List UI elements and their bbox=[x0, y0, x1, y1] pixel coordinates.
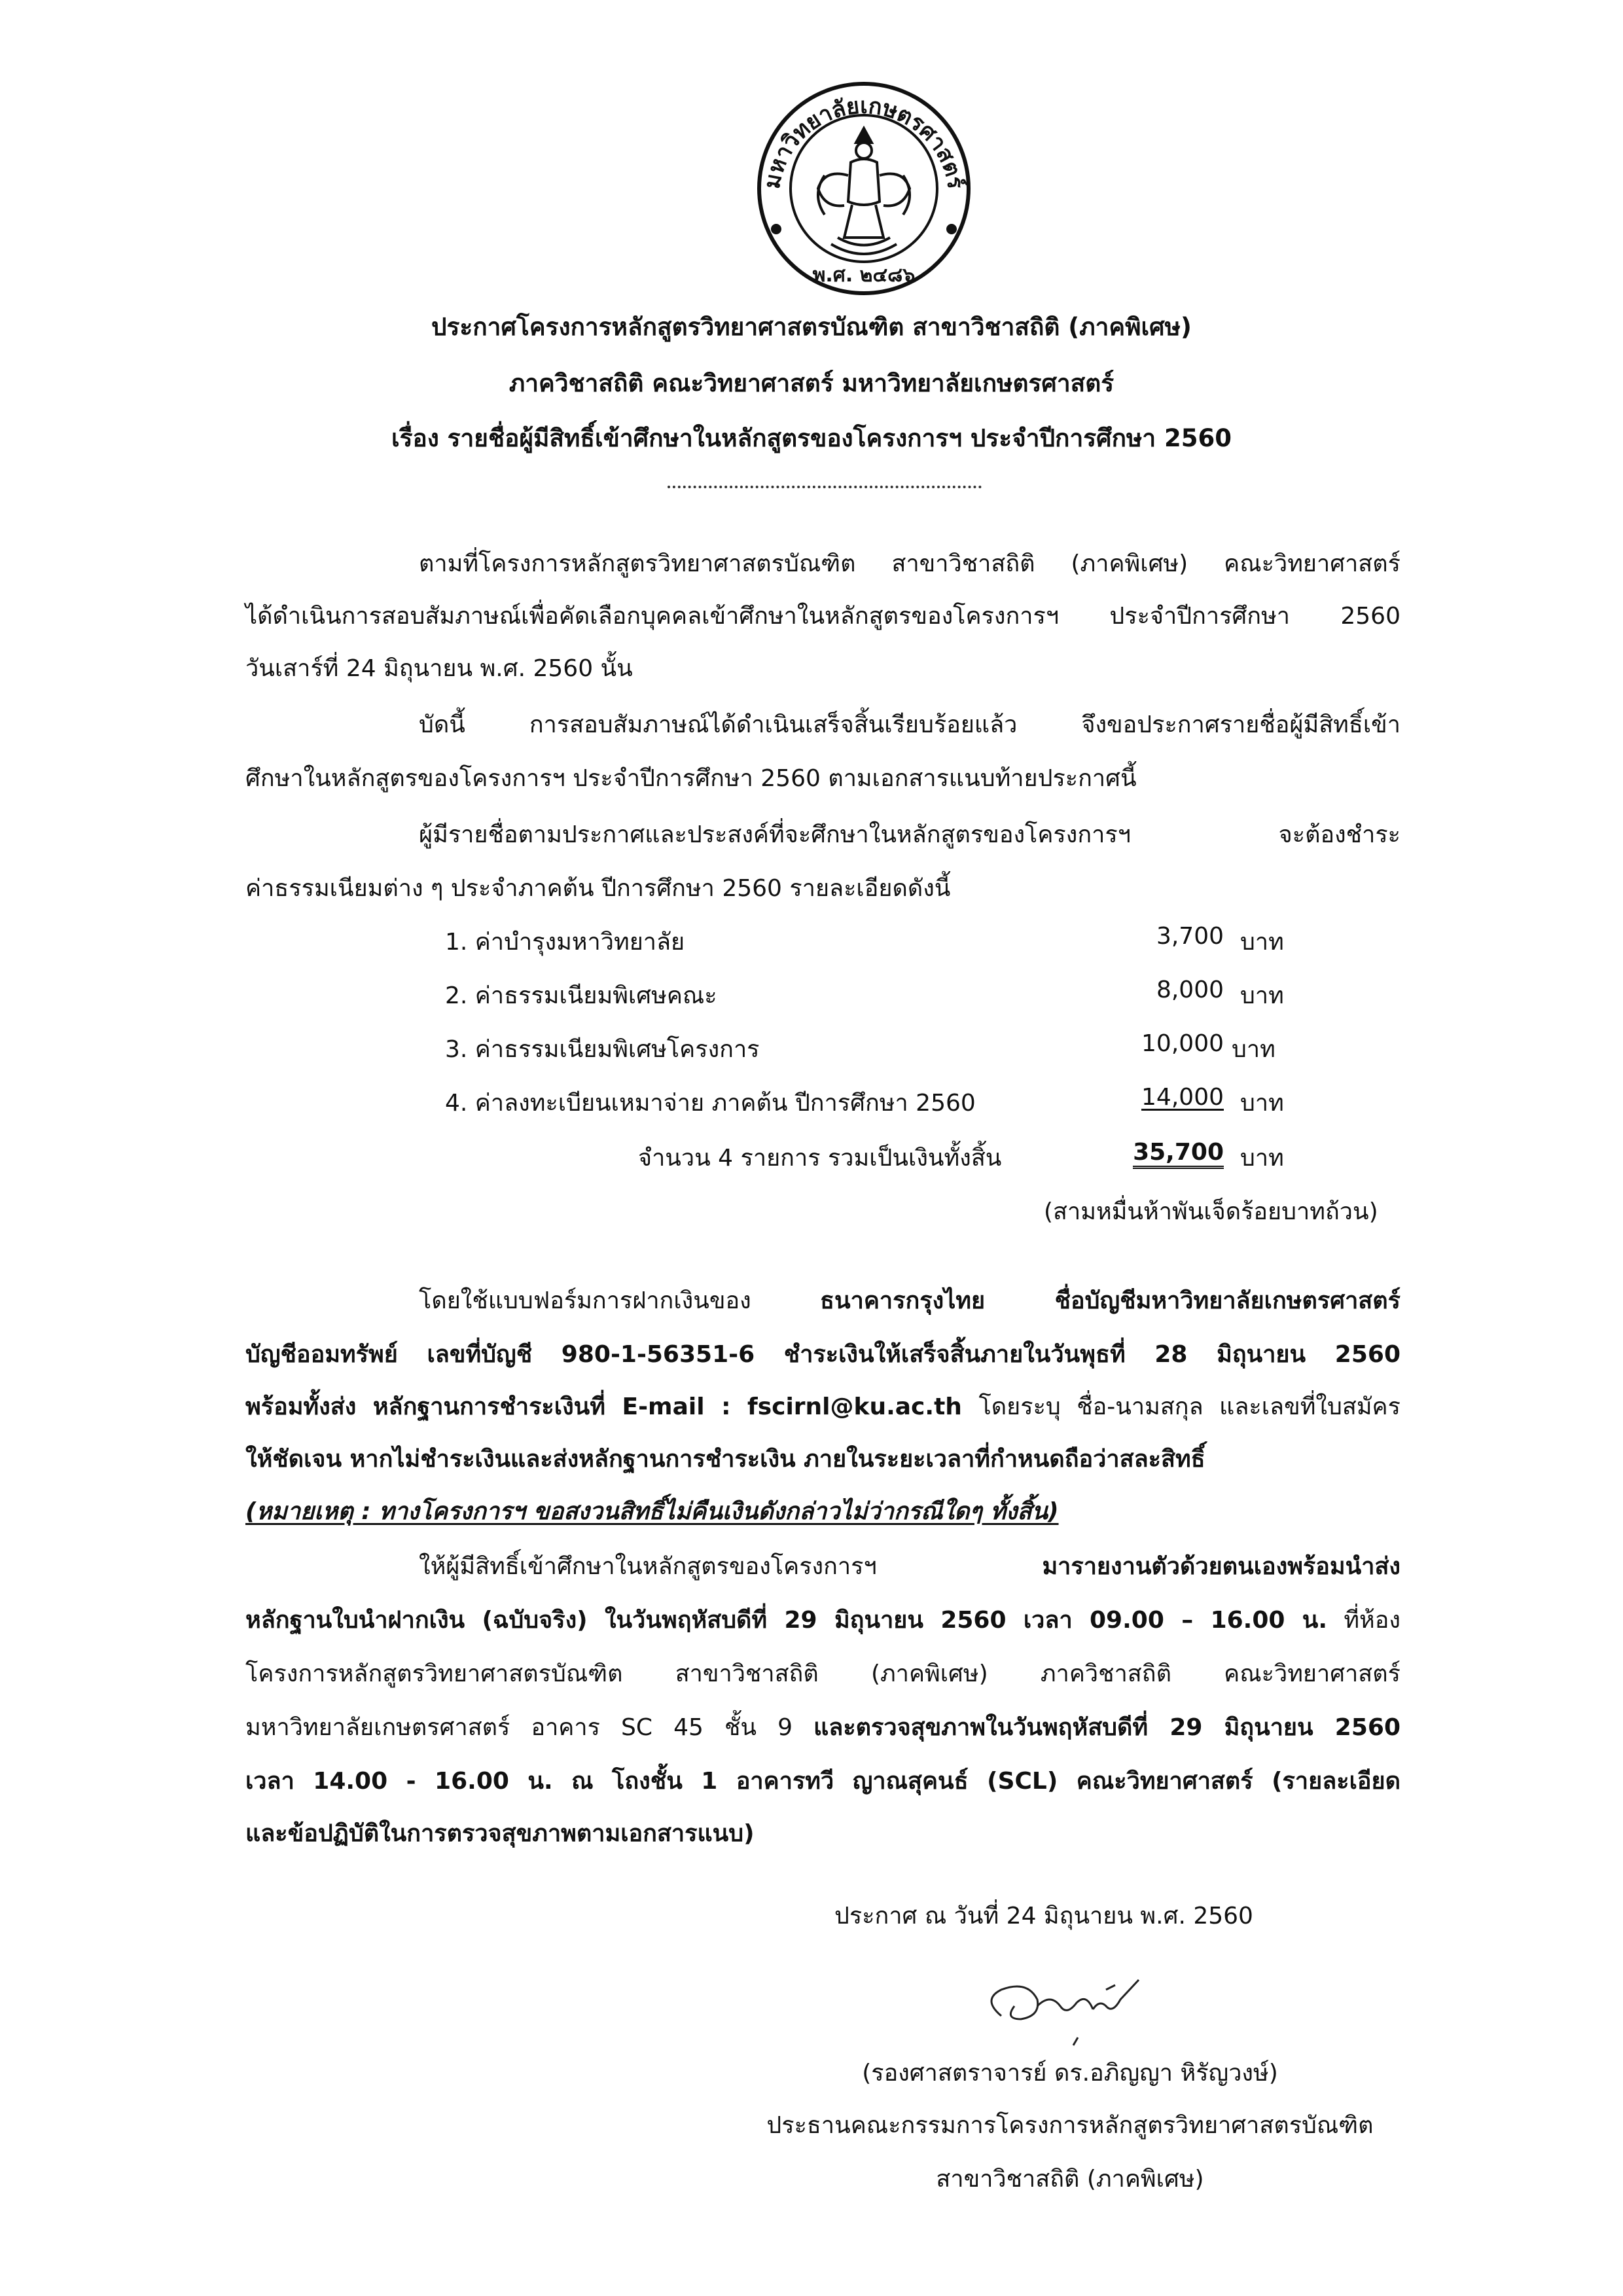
report-line-5 bbox=[245, 1762, 1400, 1799]
total-unit: บาท bbox=[1240, 1145, 1284, 1172]
announcement-date: ประกาศ ณ วันที่ 24 มิถุนายน พ.ศ. 2560 bbox=[834, 1903, 1253, 1929]
intro-line-3: วันเสาร์ที่ 24 มิถุนายน พ.ศ. 2560 นั้น bbox=[245, 655, 633, 682]
report-line-2-a: หลักฐานใบนำฝากเงิน (ฉบับจริง) ในวันพฤหัสบดีที่ 29 มิถุนายน 2560 เวลา 09.00 – 16.00 น. bbox=[245, 1607, 1328, 1634]
signatory-title-1: ประธานคณะกรรมการโครงการหลักสูตรวิทยาศาสตรบัณฑิต bbox=[766, 2112, 1374, 2139]
report-line-2-b: ที่ห้อง bbox=[1327, 1607, 1400, 1634]
payment-line-1-a: โดยใช้แบบฟอร์มการฝากเงินของ bbox=[419, 1287, 821, 1314]
payment-email: พร้อมทั้งส่ง หลักฐานการชำระเงินที่ E-mail : fscirnl@ku.ac.th bbox=[245, 1393, 979, 1420]
intro-line-1: ตามที่โครงการหลักสูตรวิทยาศาสตรบัณฑิต สาขาวิชาสถิติ (ภาคพิเศษ) คณะวิทยาศาสตร์ bbox=[419, 550, 1400, 577]
report-line-5-a: เวลา 14.00 - 16.00 น. ณ โถงชั้น 1 อาคารทวี ญาณสุคนธ์ (SCL) คณะวิทยาศาสตร์ bbox=[245, 1768, 1272, 1795]
payment-bank-account-name: ธนาคารกรุงไทย ชื่อบัญชีมหาวิทยาลัยเกษตรศาสตร์ bbox=[820, 1287, 1400, 1314]
refund-note: (หมายเหตุ : ทางโครงการฯ ขอสงวนสิทธิ์ไม่คืนเงินดังกล่าวไม่ว่ากรณีใดๆ ทั้งสิ้น) bbox=[245, 1498, 1059, 1525]
fee-item-unit: บาท bbox=[1232, 1036, 1275, 1063]
university-seal-icon bbox=[740, 77, 988, 300]
signature-icon bbox=[975, 1954, 1165, 2052]
signatory-title-2: สาขาวิชาสถิติ (ภาคพิเศษ) bbox=[936, 2166, 1204, 2193]
fee-item-amount: 3,700 bbox=[1156, 923, 1224, 950]
payment-line-2: บัญชีออมทรัพย์ เลขที่บัญชี 980-1-56351-6 ชำระเงินให้เสร็จสิ้นภายในวันพุธที่ 28 มิถุนายน 2560 bbox=[245, 1341, 1400, 1368]
header-line-1: ประกาศโครงการหลักสูตรวิทยาศาสตรบัณฑิต สาขาวิชาสถิติ (ภาคพิเศษ) bbox=[431, 313, 1192, 341]
fee-item-unit: บาท bbox=[1240, 929, 1284, 956]
fee-item-amount: 14,000 bbox=[1141, 1084, 1224, 1111]
report-line-4 bbox=[245, 1708, 1400, 1746]
fee-item-unit: บาท bbox=[1240, 1090, 1284, 1117]
report-line-1-b: มารายงานตัวด้วยตนเองพร้อมนำส่ง bbox=[1042, 1553, 1400, 1580]
payment-line-1 bbox=[419, 1282, 1400, 1319]
report-line-1 bbox=[419, 1547, 1400, 1585]
total-label: จำนวน 4 รายการ รวมเป็นเงินทั้งสิ้น bbox=[638, 1145, 1002, 1172]
fee-item-label: 3. ค่าธรรมเนียมพิเศษโครงการ bbox=[445, 1036, 760, 1063]
report-line-5-b: (รายละเอียด bbox=[1272, 1768, 1400, 1795]
intro-line-2: ได้ดำเนินการสอบสัมภาษณ์เพื่อคัดเลือกบุคคลเข้าศึกษาในหลักสูตรของโครงการฯ ประจำปีการศึกษา 2560 bbox=[245, 603, 1400, 630]
report-line-1-a: ให้ผู้มีสิทธิ์เข้าศึกษาในหลักสูตรของโครงการฯ bbox=[419, 1553, 1043, 1580]
fee-item-label: 1. ค่าบำรุงมหาวิทยาลัย bbox=[445, 929, 685, 956]
total-amount bbox=[1113, 1139, 1224, 1166]
report-line-3: โครงการหลักสูตรวิทยาศาสตรบัณฑิต สาขาวิชาสถิติ (ภาคพิเศษ) ภาควิชาสถิติ คณะวิทยาศาสตร์ bbox=[245, 1660, 1400, 1687]
payment-line-3 bbox=[245, 1388, 1400, 1425]
header-subject-line: เรื่อง รายชื่อผู้มีสิทธิ์เข้าศึกษาในหลักสูตรของโครงการฯ ประจำปีการศึกษา 2560 bbox=[391, 424, 1232, 452]
fee-item-unit: บาท bbox=[1240, 982, 1284, 1009]
fee-item-label: 4. ค่าลงทะเบียนเหมาจ่าย ภาคต้น ปีการศึกษา 2560 bbox=[445, 1090, 976, 1117]
report-line-4-a: มหาวิทยาลัยเกษตรศาสตร์ อาคาร SC 45 ชั้น 9 bbox=[245, 1714, 814, 1741]
svg-text:มหาวิทยาลัยเกษตรศาสตร์: มหาวิทยาลัยเกษตรศาสตร์ bbox=[758, 92, 969, 191]
header-divider bbox=[668, 486, 982, 488]
fee-item-label: 2. ค่าธรรมเนียมพิเศษคณะ bbox=[445, 982, 717, 1009]
header-line-2: ภาควิชาสถิติ คณะวิทยาศาสตร์ มหาวิทยาลัยเกษตรศาสตร์ bbox=[508, 369, 1115, 397]
total-in-words: (สามหมื่นห้าพันเจ็ดร้อยบาทถ้วน) bbox=[1044, 1198, 1378, 1225]
announce-line-2: ศึกษาในหลักสูตรของโครงการฯ ประจำปีการศึกษา 2560 ตามเอกสารแนบท้ายประกาศนี้ bbox=[245, 765, 1137, 792]
total-amount-value: 35,700 bbox=[1133, 1139, 1224, 1169]
report-line-2 bbox=[245, 1601, 1400, 1638]
signatory-name: (รองศาสตราจารย์ ดร.อภิญญา หิรัญวงษ์) bbox=[862, 2060, 1278, 2087]
payment-line-3-b: โดยระบุ ชื่อ-นามสกุล และเลขที่ใบสมัคร bbox=[978, 1393, 1400, 1420]
fee-item-amount: 8,000 bbox=[1156, 977, 1224, 1003]
fees-intro-line-2: ค่าธรรมเนียมต่าง ๆ ประจำภาคต้น ปีการศึกษา 2560 รายละเอียดดังนี้ bbox=[245, 875, 951, 902]
announce-line-1: บัดนี้ การสอบสัมภาษณ์ได้ดำเนินเสร็จสิ้นเรียบร้อยแล้ว จึงขอประกาศรายชื่อผู้มีสิทธิ์เข้า bbox=[419, 711, 1400, 738]
payment-line-4: ให้ชัดเจน หากไม่ชำระเงินและส่งหลักฐานการชำระเงิน ภายในระยะเวลาที่กำหนดถือว่าสละสิทธิ์ bbox=[245, 1446, 1205, 1473]
svg-text:พ.ศ. ๒๔๘๖: พ.ศ. ๒๔๘๖ bbox=[812, 264, 916, 287]
fee-item-amount: 10,000 bbox=[1141, 1030, 1224, 1057]
report-line-4-b: และตรวจสุขภาพในวันพฤหัสบดีที่ 29 มิถุนายน 2560 bbox=[813, 1714, 1400, 1741]
report-line-6: และข้อปฏิบัติในการตรวจสุขภาพตามเอกสารแนบ) bbox=[245, 1820, 755, 1847]
fees-intro-line-1: ผู้มีรายชื่อตามประกาศและประสงค์ที่จะศึกษาในหลักสูตรของโครงการฯ จะต้องชำระ bbox=[419, 821, 1400, 848]
